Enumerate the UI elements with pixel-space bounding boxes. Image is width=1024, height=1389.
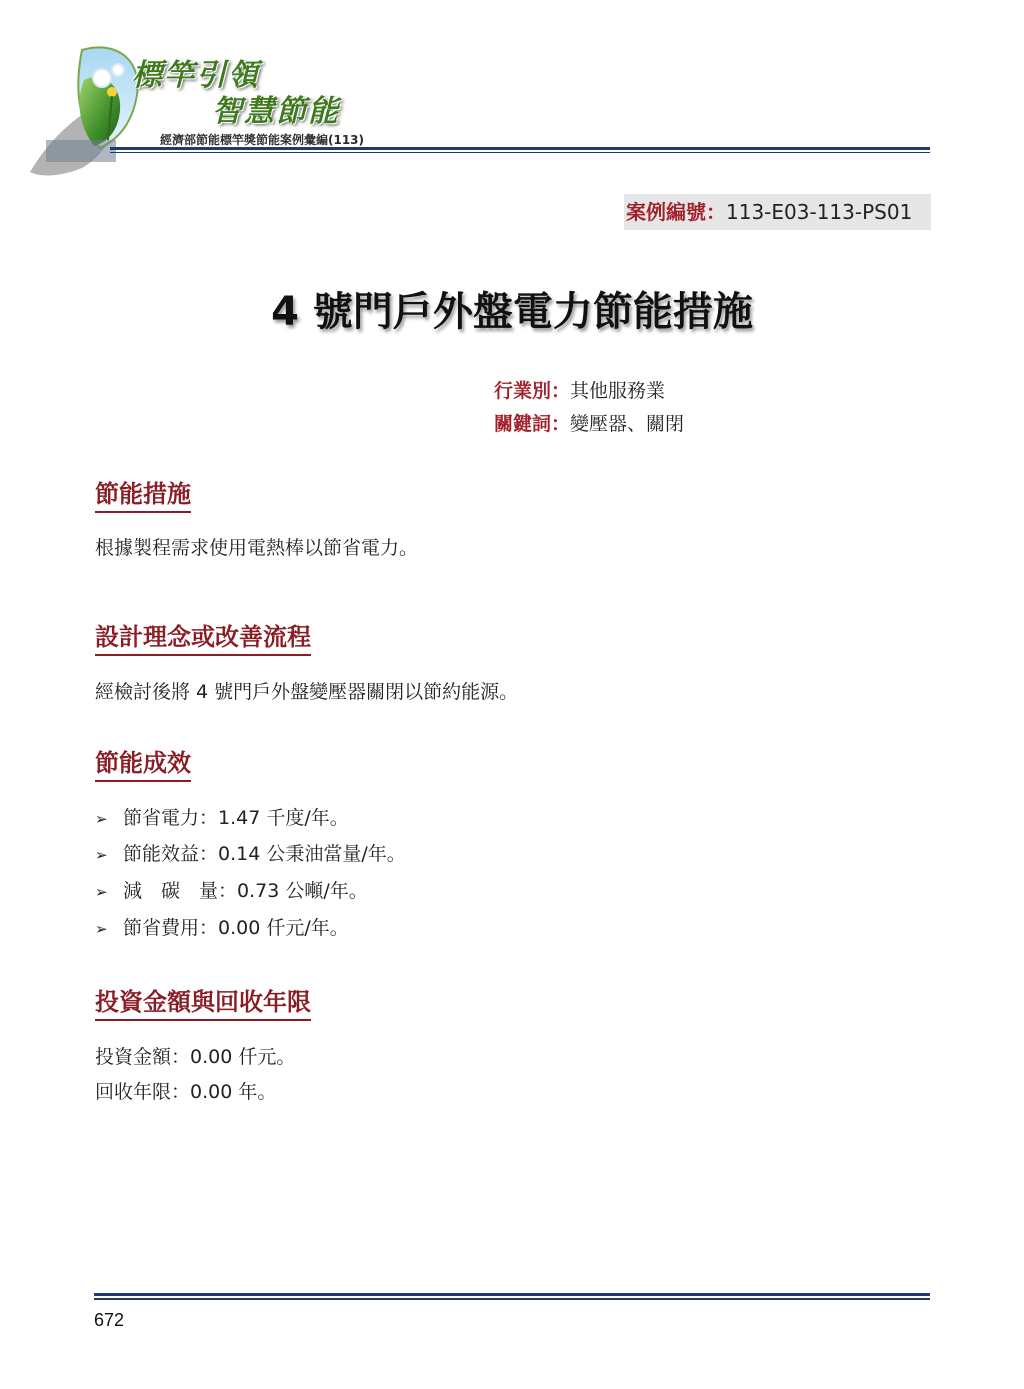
section-heading-results: 節能成效 <box>95 743 191 782</box>
bullet-arrow-icon: ➢ <box>95 810 108 828</box>
result-item-text: 節省費用：0.00 仟元/年。 <box>123 917 349 939</box>
result-item-text: 節能效益：0.14 公秉油當量/年。 <box>123 843 406 865</box>
result-item <box>95 876 368 903</box>
payback-period: 回收年限：0.00 年。 <box>95 1081 277 1103</box>
design-text: 經檢討後將 4 號門戶外盤變壓器關閉以節約能源。 <box>95 681 519 703</box>
keywords-label: 關鍵詞： <box>494 413 571 435</box>
logo-title-line1: 標竿引領 <box>132 58 260 93</box>
footer-rule <box>94 1293 930 1300</box>
section-heading-measures: 節能措施 <box>95 474 191 513</box>
case-number-label: 案例編號： <box>626 200 726 224</box>
result-item <box>95 803 349 830</box>
keywords-value: 變壓器、關閉 <box>570 413 685 435</box>
bullet-arrow-icon: ➢ <box>95 883 108 901</box>
industry-row <box>494 376 665 403</box>
result-item <box>95 839 406 866</box>
result-item-text: 節省電力：1.47 千度/年。 <box>123 807 349 829</box>
page-title: 4 號門戶外盤電力節能措施 <box>271 289 753 335</box>
logo-title-line2: 智慧節能 <box>212 94 340 129</box>
industry-label: 行業別： <box>494 380 571 402</box>
bullet-arrow-icon: ➢ <box>95 846 108 864</box>
bullet-arrow-icon: ➢ <box>95 920 108 938</box>
keywords-row <box>494 409 684 436</box>
result-item-text: 減 碳 量：0.73 公噸/年。 <box>123 880 368 902</box>
header-rule <box>110 147 930 153</box>
investment-amount: 投資金額：0.00 仟元。 <box>95 1046 296 1068</box>
industry-value: 其他服務業 <box>570 380 666 402</box>
section-heading-design: 設計理念或改善流程 <box>95 617 311 656</box>
case-number-value: 113-E03-113-PS01 <box>726 200 913 224</box>
result-item <box>95 913 349 940</box>
section-heading-investment: 投資金額與回收年限 <box>95 982 311 1021</box>
case-number <box>624 194 931 230</box>
measures-text: 根據製程需求使用電熱棒以節省電力。 <box>95 537 419 559</box>
header-subtitle: 經濟部節能標竿獎節能案例彙編(113) <box>160 133 365 147</box>
page-number: 672 <box>94 1310 125 1330</box>
